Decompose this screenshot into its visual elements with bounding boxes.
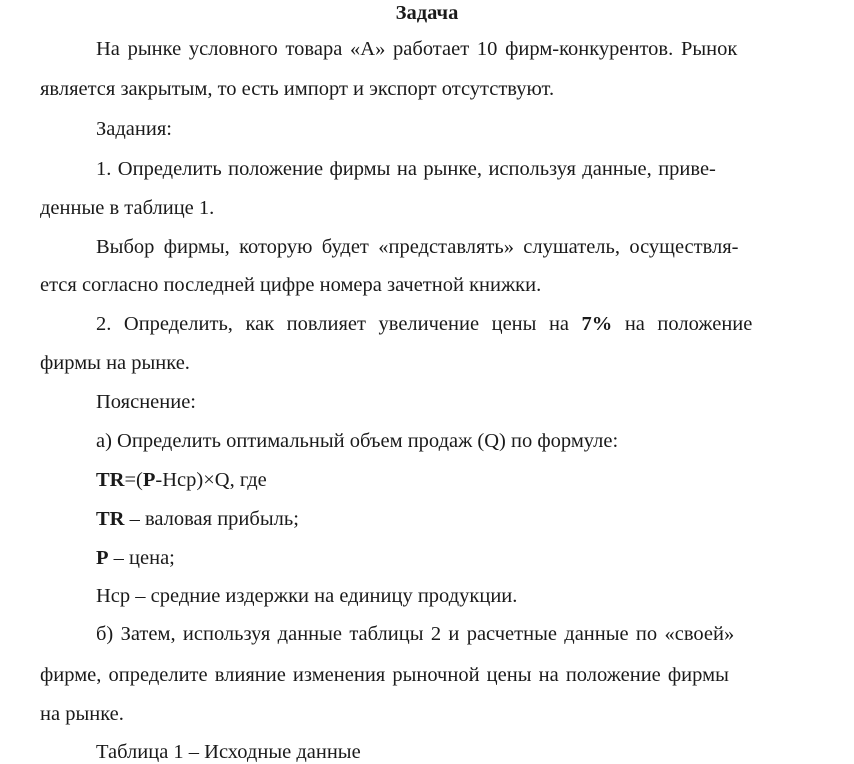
- paragraph-line: ется согласно последней цифре номера зачетной книжки.: [40, 274, 542, 296]
- definition-p: [96, 546, 175, 570]
- definition-p-text: – цена;: [108, 547, 175, 569]
- definition-p-term: P: [96, 547, 109, 569]
- paragraph-line: денные в таблице 1.: [40, 197, 215, 219]
- paragraph-line: Выбор фирмы, которую будет «представлять» слушатель, осуществля-: [96, 236, 739, 258]
- paragraph-line: а) Определить оптимальный объем продаж (Q) по формуле:: [96, 430, 619, 452]
- document-title: Задача: [395, 2, 459, 24]
- paragraph-line: 1. Определить положение фирмы на рынке, используя данные, приве-: [96, 158, 716, 180]
- task2-end: на положение: [612, 313, 753, 335]
- definition-tr-term: TR: [96, 508, 125, 530]
- task2-percent: 7%: [581, 313, 613, 335]
- definition-tr-text: – валовая прибыль;: [124, 508, 299, 530]
- formula-line: [96, 468, 267, 492]
- formula-tr: TR: [96, 469, 125, 491]
- paragraph-line: Задания:: [96, 118, 172, 140]
- paragraph-line: фирме, определите влияние изменения рыночной цены на положение фирмы: [40, 664, 729, 686]
- paragraph-line: Нср – средние издержки на единицу продукции.: [96, 585, 518, 607]
- table-caption: Таблица 1 – Исходные данные: [96, 741, 361, 763]
- paragraph-line: Пояснение:: [96, 391, 196, 413]
- paragraph-task-2: [96, 312, 752, 336]
- paragraph-line: на рынке.: [40, 703, 124, 725]
- paragraph-line: На рынке условного товара «А» работает 10 фирм-конкурентов. Рынок: [96, 38, 738, 60]
- paragraph-line: б) Затем, используя данные таблицы 2 и расчетные данные по «своей»: [96, 623, 735, 645]
- formula-rest: -Нср)×Q, где: [155, 469, 267, 491]
- task2-start: 2. Определить, как повлияет увеличение цены на: [96, 313, 582, 335]
- paragraph-line: фирмы на рынке.: [40, 352, 190, 374]
- formula-p: P: [142, 469, 156, 491]
- formula-eq: =(: [124, 469, 143, 491]
- paragraph-line: является закрытым, то есть импорт и экспорт отсутствуют.: [40, 78, 555, 100]
- definition-tr: [96, 507, 299, 531]
